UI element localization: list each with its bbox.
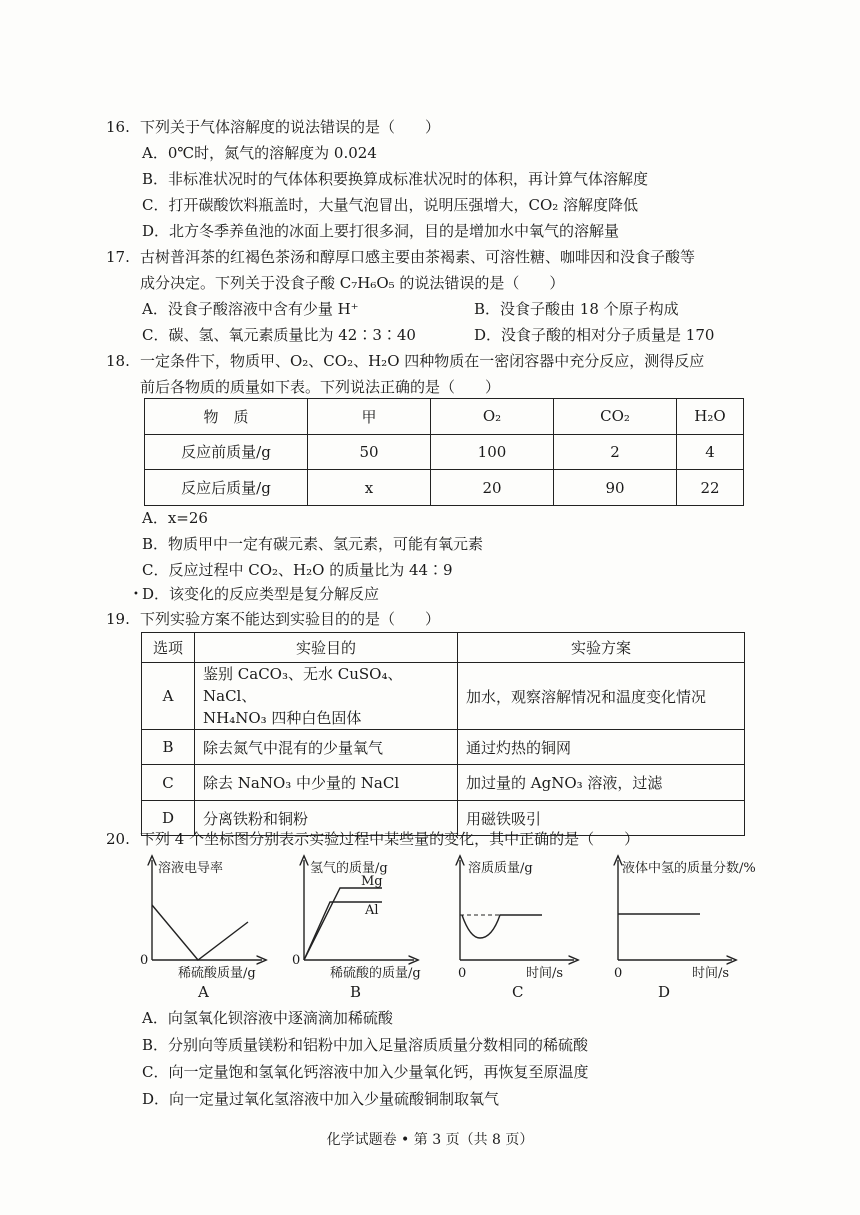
q18-option-a: A．x=26 [142,509,208,527]
graph-c-ylabel: 溶质质量/g [468,861,533,876]
table-cell: 分离铁粉和铜粉 [195,801,458,836]
q17-option-d: D．没食子酸的相对分子质量是 170 [474,326,715,344]
graph-a-origin: 0 [140,953,149,968]
q20-option-c: C．向一定量饱和氢氧化钙溶液中加入少量氧化钙，再恢复至原温度 [142,1063,589,1081]
q19-stem: 下列实验方案不能达到实验目的的是（ ） [140,610,441,628]
table-cell: 50 [308,434,431,470]
table-header-cell: 选项 [142,633,195,663]
table-cell: 100 [431,434,554,470]
q16-option-c: C．打开碳酸饮料瓶盖时，大量气泡冒出，说明压强增大，CO₂ 溶解度降低 [142,196,639,214]
table-cell: A [142,663,195,730]
q20-option-d: D．向一定量过氧化氢溶液中加入少量硫酸铜制取氧气 [142,1090,500,1108]
table-cell: 2 [554,434,677,470]
q20-number: 20. [106,830,130,848]
table-cell-line: NH₄NO₃ 四种白色固体 [203,709,362,727]
q18-option-b: B．物质甲中一定有碳元素、氢元素，可能有氧元素 [142,535,484,553]
q20-option-a: A．向氢氧化钡溶液中逐滴滴加稀硫酸 [142,1009,393,1027]
table-cell: 加水，观察溶解情况和温度变化情况 [458,663,745,730]
q18-stem-line2: 前后各物质的质量如下表。下列说法正确的是（ ） [140,378,501,396]
table-cell: 90 [554,470,677,506]
graph-d-ylabel: 液体中氢的质量分数/% [622,861,756,876]
table-header-cell: 物 质 [145,399,308,435]
table-cell-line: 鉴别 CaCO₃、无水 CuSO₄、NaCl、 [203,665,403,705]
q18-number: 18. [106,352,130,370]
graph-d [614,860,756,1001]
graph-b-xlabel: 稀硫酸的质量/g [330,966,421,981]
table-cell: 反应后质量/g [145,470,308,506]
q19-number: 19. [106,610,130,628]
q16-option-a: A．0℃时，氮气的溶解度为 0.024 [142,144,377,162]
table-row [142,765,745,801]
table-cell: 4 [677,434,744,470]
table-cell [195,663,458,730]
graph-c-curve [462,915,542,938]
q20-option-b: B．分别向等质量镁粉和铝粉中加入足量溶质质量分数相同的稀硫酸 [142,1036,589,1054]
q17-number: 17. [106,248,130,266]
graph-b-line-mg [304,888,382,960]
table-cell: x [308,470,431,506]
graph-d-xlabel: 时间/s [692,966,730,981]
table-cell: 除去 NaNO₃ 中少量的 NaCl [195,765,458,801]
q17-option-a: A．没食子酸溶液中含有少量 H⁺ [142,300,359,318]
graph-c [458,860,574,1001]
q18-mass-table [144,398,744,506]
table-header-cell: H₂O [677,399,744,435]
q16-number: 16. [106,118,130,136]
q18-option-d: D．该变化的反应类型是复分解反应 [142,585,380,603]
graph-a-ylabel: 溶液电导率 [158,861,224,876]
graph-a-caption: A [198,983,209,1001]
graph-c-origin: 0 [458,966,467,981]
table-cell: 20 [431,470,554,506]
q16-stem: 下列关于气体溶解度的说法错误的是（ ） [140,118,441,136]
table-cell: 除去氮气中混有的少量氧气 [195,730,458,765]
table-header-row [142,633,745,663]
table-cell: 加过量的 AgNO₃ 溶液，过滤 [458,765,745,801]
table-row [145,434,744,470]
q16-option-b: B．非标准状况时的气体体积要换算成标准状况时的体积，再计算气体溶解度 [142,170,649,188]
table-header-cell: CO₂ [554,399,677,435]
graph-c-xlabel: 时间/s [526,966,564,981]
page-footer: 化学试题卷 • 第 3 页（共 8 页） [326,1132,534,1148]
table-header-cell: 实验目的 [195,633,458,663]
table-cell: 反应前质量/g [145,434,308,470]
graph-b [292,860,421,1001]
graph-b-label-mg: Mg [361,874,383,889]
q20-stem: 下列 4 个坐标图分别表示实验过程中某些量的变化，其中正确的是（ ） [140,830,640,848]
table-header-row [145,399,744,435]
table-header-cell: O₂ [431,399,554,435]
graph-a [140,860,262,1001]
table-row [145,470,744,506]
graph-a-xlabel: 稀硫酸质量/g [178,966,256,981]
q17-option-c: C．碳、氢、氧元素质量比为 42∶3∶40 [142,326,416,344]
graph-a-curve [152,905,248,960]
q19-experiment-table [141,632,745,836]
graph-d-caption: D [658,983,671,1001]
q17-stem-line2: 成分决定。下列关于没食子酸 C₇H₆O₅ 的说法错误的是（ ） [140,274,565,292]
graph-b-ylabel: 氢气的质量/g [310,861,388,876]
q18-stem-line1: 一定条件下，物质甲、O₂、CO₂、H₂O 四种物质在一密闭容器中充分反应，测得反应 [140,352,705,370]
table-cell: 22 [677,470,744,506]
q16-option-d: D．北方冬季养鱼池的冰面上要打很多洞，目的是增加水中氧气的溶解量 [142,222,620,240]
graph-b-caption: B [350,983,362,1001]
q20-graphs [0,850,860,1010]
graph-c-caption: C [512,983,524,1001]
table-header-cell: 甲 [308,399,431,435]
table-header-cell: 实验方案 [458,633,745,663]
graph-b-label-al: Al [365,903,379,918]
table-row [142,730,745,765]
q17-stem-line1: 古树普洱茶的红褐色茶汤和醇厚口感主要由茶褐素、可溶性糖、咖啡因和没食子酸等 [140,248,696,266]
q17-option-b: B．没食子酸由 18 个原子构成 [474,300,679,318]
table-row [142,663,745,730]
table-cell: B [142,730,195,765]
table-cell: 用磁铁吸引 [458,801,745,836]
q18-option-c: C．反应过程中 CO₂、H₂O 的质量比为 44∶9 [142,561,453,579]
table-cell: D [142,801,195,836]
table-cell: 通过灼热的铜网 [458,730,745,765]
stray-mark: • [133,589,139,600]
table-cell: C [142,765,195,801]
graph-b-origin: 0 [292,953,301,968]
graph-d-origin: 0 [614,966,623,981]
